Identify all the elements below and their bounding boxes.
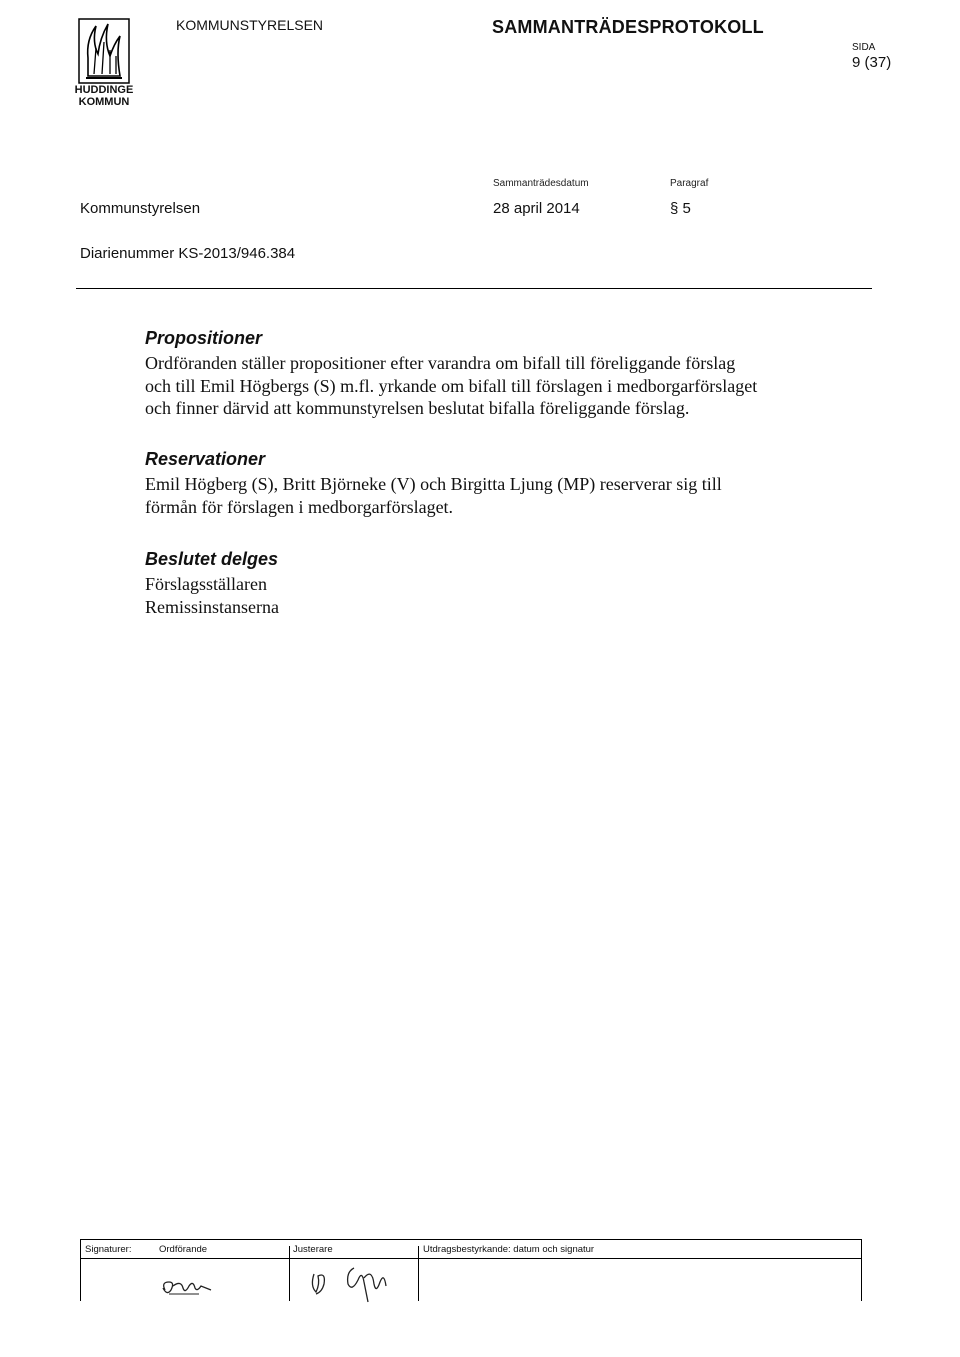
delges-item: Remissinstanserna <box>145 596 279 617</box>
section-reservationer <box>145 449 865 518</box>
heading-delges: Beslutet delges <box>145 549 279 569</box>
heading-propositioner: Propositioner <box>145 328 263 348</box>
propositioner-line: och till Emil Högbergs (S) m.fl. yrkande om bifall till förslagen i medborgarförslaget <box>145 375 758 396</box>
header-divider <box>76 288 872 289</box>
municipality-logo <box>78 18 130 84</box>
reservationer-line: Emil Högberg (S), Britt Björneke (V) och Birgitta Ljung (MP) reserverar sig till <box>145 474 722 494</box>
section-delges <box>145 549 865 618</box>
ordforande-signature <box>159 1276 219 1300</box>
logo-text-line1: HUDDINGE <box>74 84 134 96</box>
propositioner-line: och finner därvid att kommunstyrelsen beslutat bifalla föreliggande förslag. <box>145 398 690 418</box>
page-number: 9 (37) <box>852 54 892 71</box>
header-organization: KOMMUNSTYRELSEN <box>176 17 324 33</box>
signature-box-rule <box>81 1258 861 1259</box>
date-label: Sammanträdesdatum <box>493 178 589 189</box>
diary-number: Diarienummer KS-2013/946.384 <box>80 245 296 262</box>
paragraph-number: § 5 <box>670 200 691 217</box>
logo-text-line2: KOMMUN <box>78 96 130 108</box>
committee-name: Kommunstyrelsen <box>80 200 201 217</box>
reservationer-line: förmån för förslagen i medborgarförslaget. <box>145 496 454 517</box>
section-propositioner <box>145 328 865 420</box>
logo-caption <box>64 84 144 108</box>
paragraph-label: Paragraf <box>670 178 709 189</box>
signature-divider <box>418 1246 419 1301</box>
page-label: SIDA <box>852 42 876 53</box>
propositioner-line: Ordföranden ställer propositioner efter varandra om bifall till föreliggande förslag <box>145 353 736 373</box>
ordforande-label: Ordförande <box>159 1244 208 1255</box>
document-title: SAMMANTRÄDESPROTOKOLL <box>492 17 764 37</box>
signature-divider <box>289 1246 290 1301</box>
justerare-label: Justerare <box>293 1244 333 1255</box>
delges-item: Förslagsställaren <box>145 574 267 594</box>
signaturer-label: Signaturer: <box>85 1244 132 1255</box>
utdrag-label: Utdragsbestyrkande: datum och signatur <box>423 1244 595 1255</box>
meeting-date: 28 april 2014 <box>493 200 580 217</box>
signature-box <box>80 1239 862 1301</box>
heading-reservationer: Reservationer <box>145 449 266 469</box>
justerare-signatures <box>306 1262 406 1306</box>
